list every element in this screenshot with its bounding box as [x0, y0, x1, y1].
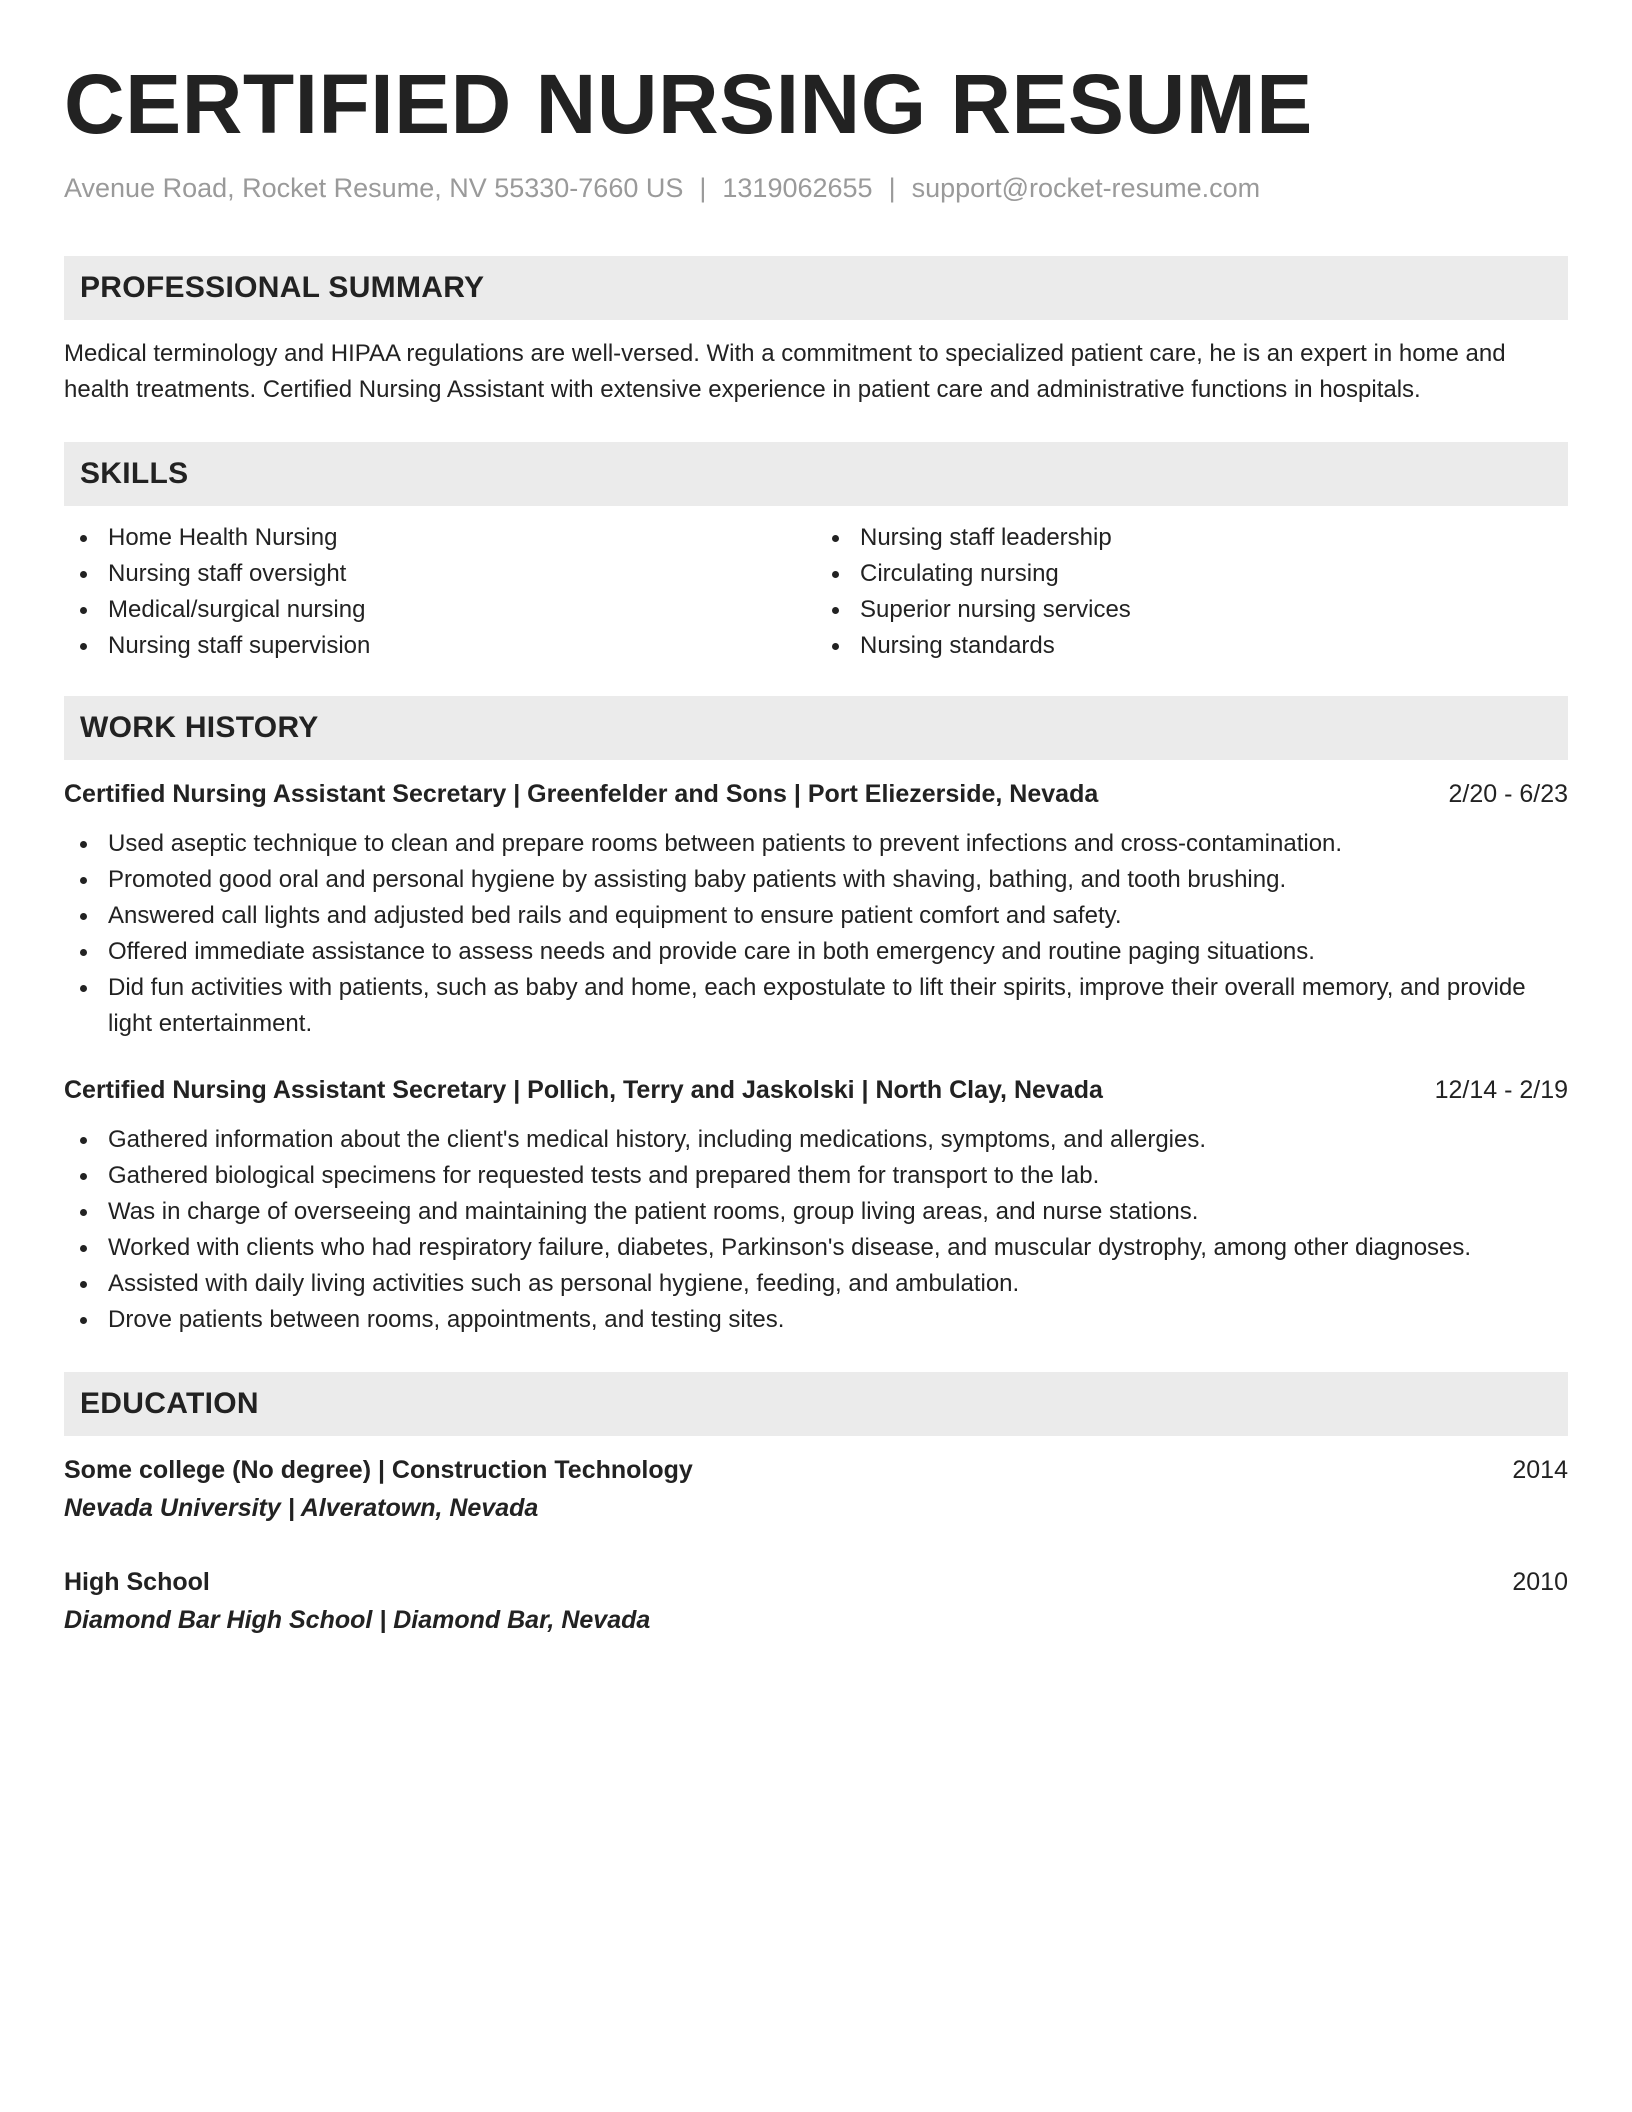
job-header — [64, 776, 1568, 812]
job-duties — [64, 826, 1568, 1042]
skill-item: Nursing standards — [816, 628, 1568, 664]
resume-title: CERTIFIED NURSING RESUME — [64, 57, 1313, 151]
summary-text: Medical terminology and HIPAA regulations are well-versed. With a commitment to specialized patient care, he is an expert in home and health treatments. Certified Nursing Assistant with extensive experience in patient care and administrative functions in hospitals. — [64, 340, 1506, 403]
skills-column-right — [816, 520, 1568, 664]
job-dates: 2/20 - 6/23 — [1448, 780, 1568, 808]
job-title: Certified Nursing Assistant Secretary | Pollich, Terry and Jaskolski | North Clay, Nevada — [64, 1076, 1103, 1104]
skill-item: Medical/surgical nursing — [64, 592, 816, 628]
skill-item: Superior nursing services — [816, 592, 1568, 628]
job-entry — [64, 1072, 1568, 1338]
education-degree: Some college (No degree) | Construction Technology — [64, 1456, 693, 1484]
education-entry — [64, 1564, 1568, 1638]
job-duties — [64, 1122, 1568, 1338]
contact-line — [64, 170, 1568, 206]
education-header — [64, 1452, 1568, 1488]
education-year: 2014 — [1512, 1456, 1568, 1484]
skill-item: Nursing staff oversight — [64, 556, 816, 592]
job-duty-item: Offered immediate assistance to assess needs and provide care in both emergency and routine paging situations. — [64, 934, 1568, 970]
section-heading-work-history: WORK HISTORY — [64, 696, 1568, 760]
job-duty-item: Promoted good oral and personal hygiene by assisting baby patients with shaving, bathing, and tooth brushing. — [64, 862, 1568, 898]
education-degree: High School — [64, 1568, 210, 1596]
job-header — [64, 1072, 1568, 1108]
job-duty-item: Assisted with daily living activities such as personal hygiene, feeding, and ambulation. — [64, 1266, 1568, 1302]
contact-address: Avenue Road, Rocket Resume, NV 55330-7660 US — [64, 173, 684, 203]
skill-item: Circulating nursing — [816, 556, 1568, 592]
job-duty-item: Was in charge of overseeing and maintaining the patient rooms, group living areas, and nurse stations. — [64, 1194, 1568, 1230]
contact-email: support@rocket-resume.com — [911, 173, 1261, 203]
skills-grid — [64, 520, 1568, 664]
education-school: Diamond Bar High School | Diamond Bar, Nevada — [64, 1606, 651, 1634]
job-duty-item: Used aseptic technique to clean and prepare rooms between patients to prevent infections and cross-contamination. — [64, 826, 1568, 862]
job-entry — [64, 776, 1568, 1042]
contact-separator: | — [699, 173, 707, 203]
contact-separator: | — [888, 173, 896, 203]
job-duty-item: Drove patients between rooms, appointments, and testing sites. — [64, 1302, 1568, 1338]
skill-item: Home Health Nursing — [64, 520, 816, 556]
section-heading-summary: PROFESSIONAL SUMMARY — [64, 256, 1568, 320]
contact-phone: 1319062655 — [722, 173, 873, 203]
job-dates: 12/14 - 2/19 — [1434, 1076, 1568, 1104]
section-heading-skills: SKILLS — [64, 442, 1568, 506]
job-duty-item: Answered call lights and adjusted bed rails and equipment to ensure patient comfort and safety. — [64, 898, 1568, 934]
education-year: 2010 — [1512, 1568, 1568, 1596]
education-school: Nevada University | Alveratown, Nevada — [64, 1494, 539, 1522]
skill-item: Nursing staff supervision — [64, 628, 816, 664]
job-duty-item: Worked with clients who had respiratory failure, diabetes, Parkinson's disease, and muscular dystrophy, among other diagnoses. — [64, 1230, 1568, 1266]
education-entry — [64, 1452, 1568, 1526]
section-heading-education: EDUCATION — [64, 1372, 1568, 1436]
job-duty-item: Did fun activities with patients, such as baby and home, each expostulate to lift their spirits, improve their overall memory, and provide light entertainment. — [64, 970, 1568, 1042]
education-header — [64, 1564, 1568, 1600]
job-duty-item: Gathered biological specimens for requested tests and prepared them for transport to the lab. — [64, 1158, 1568, 1194]
job-title: Certified Nursing Assistant Secretary | Greenfelder and Sons | Port Eliezerside, Nevada — [64, 780, 1099, 808]
skill-item: Nursing staff leadership — [816, 520, 1568, 556]
skills-column-left — [64, 520, 816, 664]
job-duty-item: Gathered information about the client's medical history, including medications, symptoms, and allergies. — [64, 1122, 1568, 1158]
